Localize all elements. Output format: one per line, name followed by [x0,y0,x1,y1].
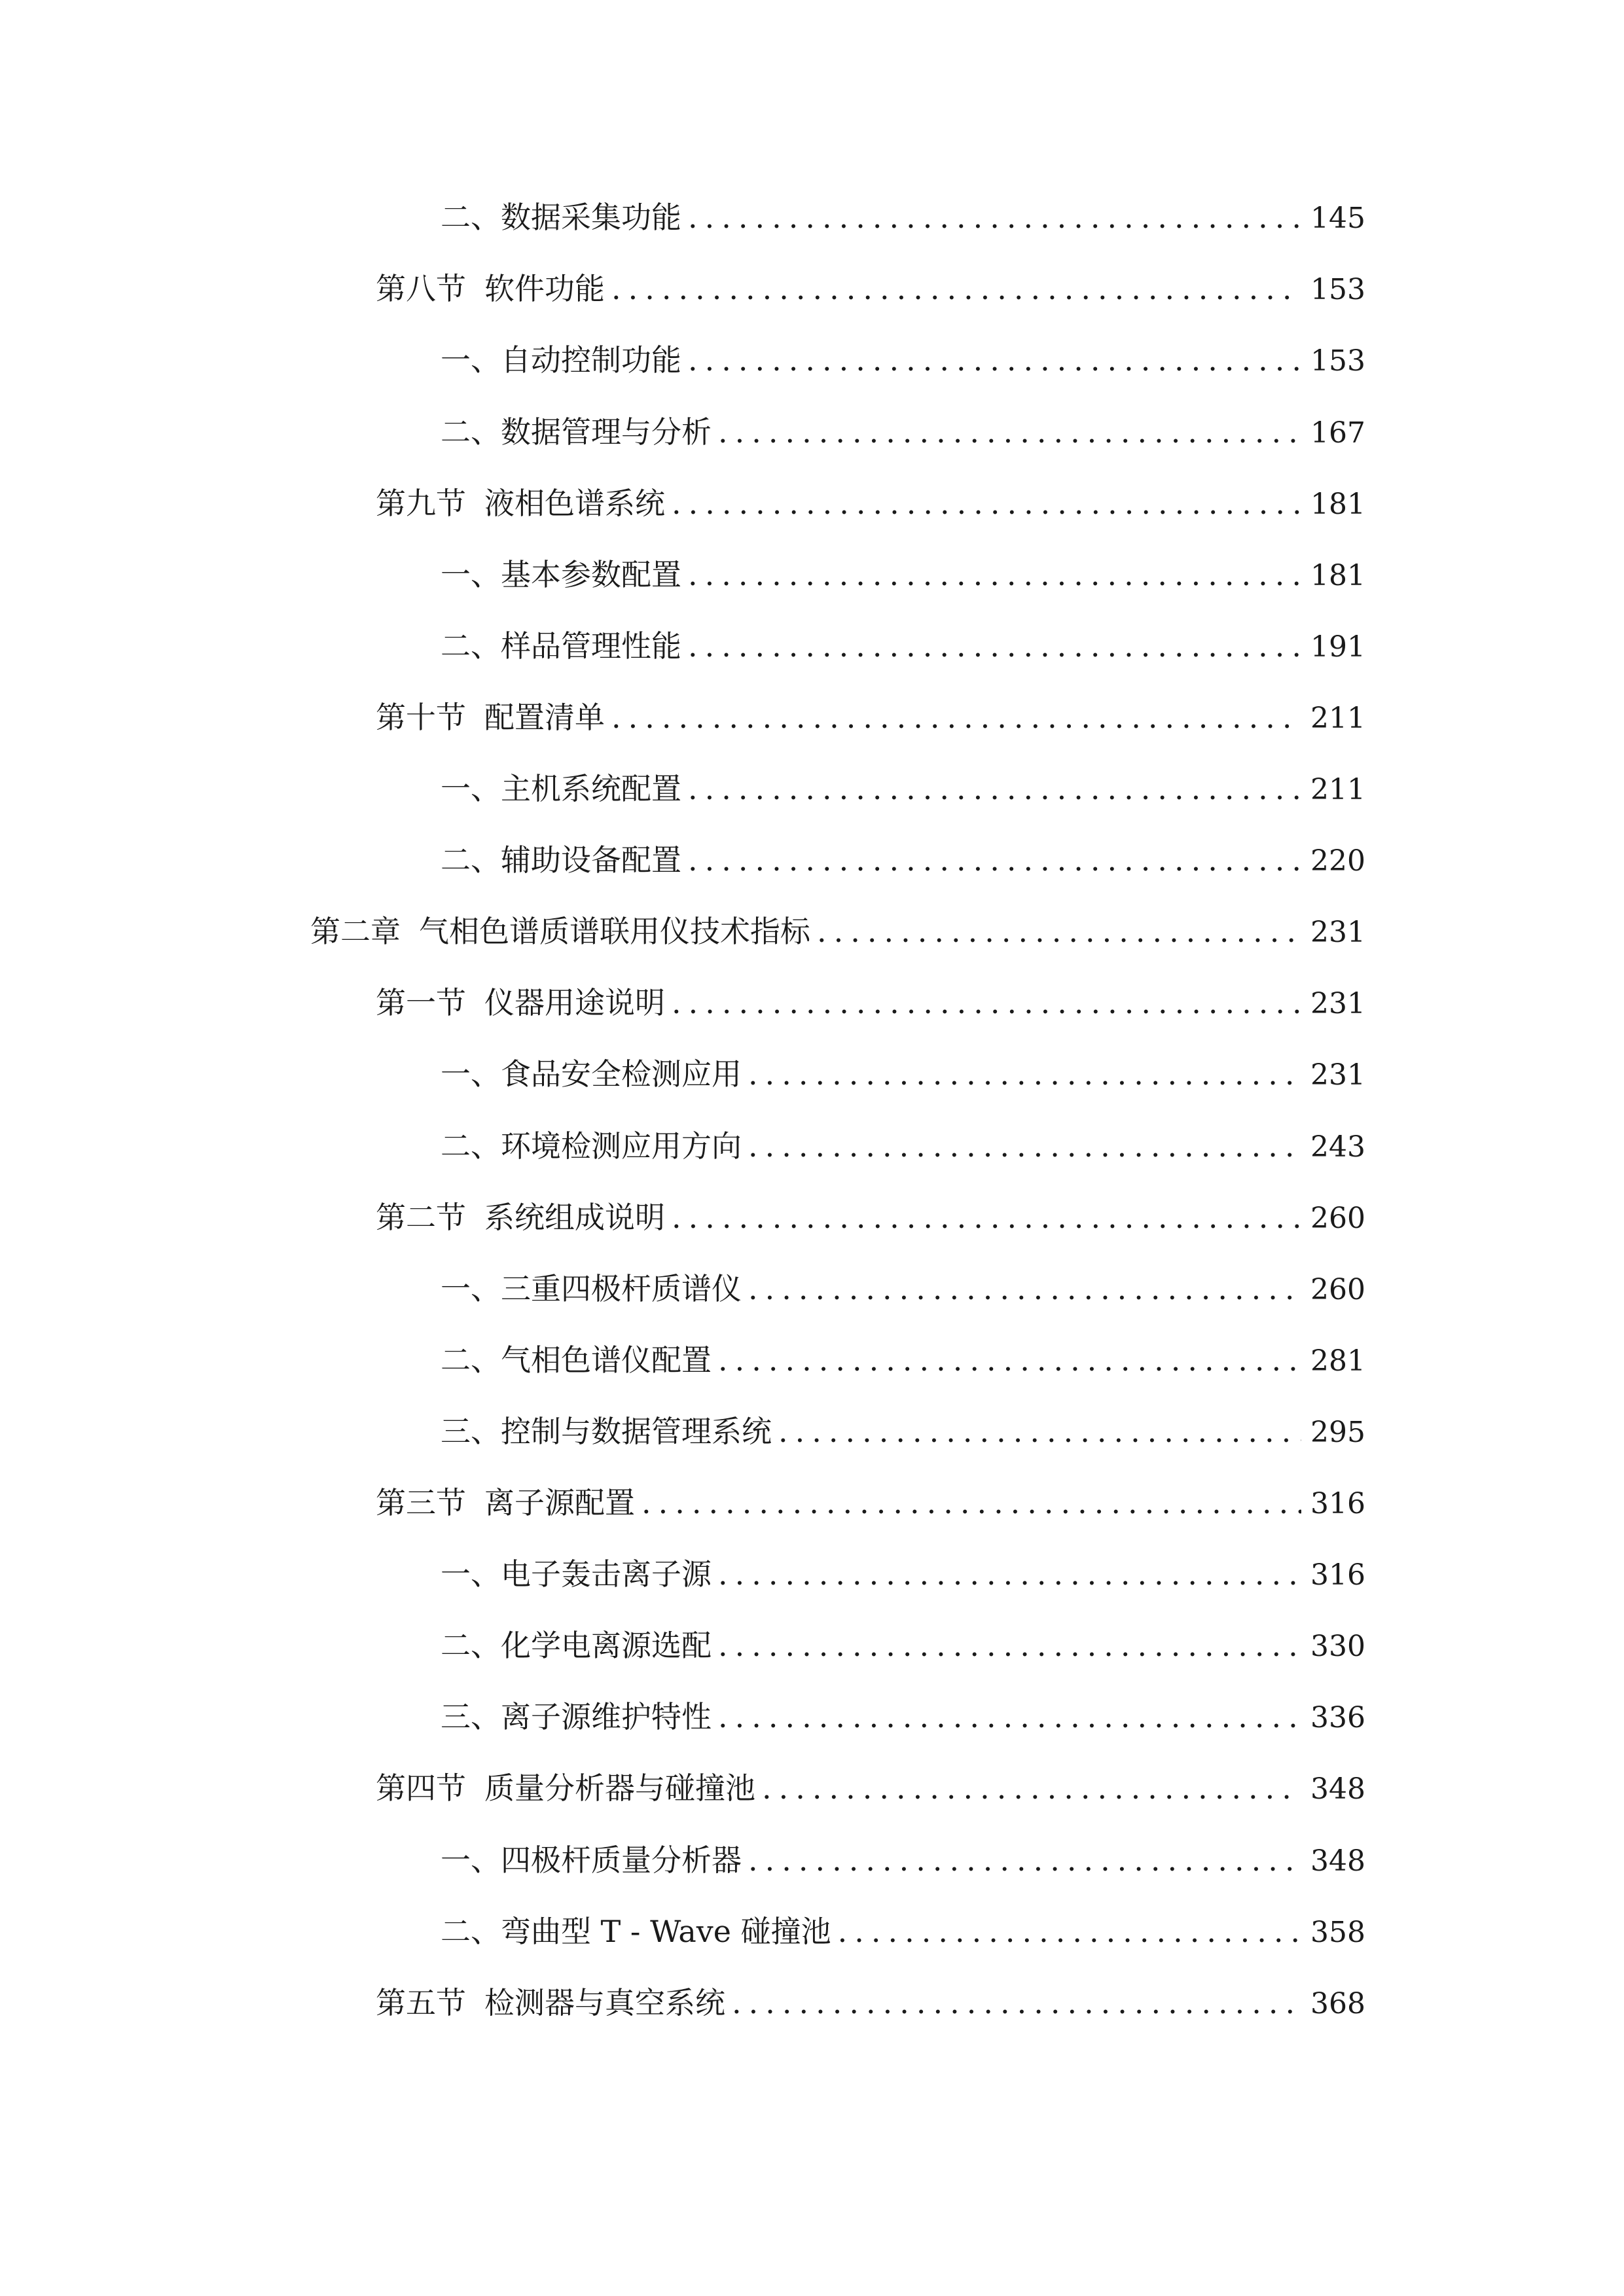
toc-entry[interactable] [376,1191,1365,1244]
entry-title: 质量分析器与碰撞池 [484,1770,755,1806]
entry-number: 二、 [441,628,501,664]
entry-number: 二、 [441,1914,501,1949]
entry-number: 二、 [441,414,501,450]
toc-entry[interactable] [441,406,1365,458]
dot-leader [718,1548,1301,1600]
entry-number: 第五节 [376,1985,466,2020]
entry-number: 第二节 [376,1200,466,1235]
entry-title: 基本参数配置 [501,557,681,592]
toc-entry[interactable] [441,762,1365,815]
entry-number: 第二章 [310,914,401,949]
page-number: 211 [1310,702,1365,735]
toc-entry[interactable] [376,1977,1365,2029]
page-number: 211 [1310,773,1365,806]
entry-number: 一、 [441,1056,501,1092]
page-number: 316 [1310,1487,1365,1520]
entry-title: 配置清单 [484,700,605,735]
entry-number: 第三节 [376,1485,466,1520]
dot-leader [762,1762,1301,1814]
dot-leader [611,262,1301,315]
page-number: 167 [1310,416,1365,450]
page-number: 260 [1310,1202,1365,1235]
dot-leader [778,1405,1301,1458]
page-number: 231 [1310,987,1365,1020]
page-number: 191 [1310,630,1365,664]
entry-number: 一、 [441,1842,501,1878]
entry-title: 主机系统配置 [501,771,681,806]
entry-number: 二、 [441,200,501,235]
entry-number: 一、 [441,1271,501,1306]
entry-number: 三、 [441,1699,501,1734]
page-number: 281 [1310,1344,1365,1378]
entry-title: 化学电离源选配 [501,1628,712,1663]
toc-entry[interactable] [441,1263,1365,1315]
dot-leader [672,1191,1301,1244]
page-number: 181 [1310,559,1365,592]
entry-title: 电子轰击离子源 [501,1556,712,1592]
page-number: 348 [1310,1772,1365,1806]
toc-entry[interactable] [441,620,1365,672]
page-number: 260 [1310,1273,1365,1306]
entry-title: 辅助设备配置 [501,842,681,878]
page-number: 153 [1310,344,1365,378]
entry-number: 二、 [441,1128,501,1164]
entry-title: 仪器用途说明 [484,985,665,1020]
entry-number: 第九节 [376,486,466,521]
toc-entry[interactable] [441,548,1365,601]
page-number: 181 [1310,488,1365,521]
page-number: 243 [1310,1130,1365,1164]
entry-title: 离子源配置 [484,1485,635,1520]
page-number: 348 [1310,1844,1365,1878]
entry-number: 三、 [441,1414,501,1449]
entry-title: 系统组成说明 [484,1200,665,1235]
toc-entry[interactable] [441,1120,1365,1172]
page-number: 368 [1310,1987,1365,2020]
toc-entry[interactable] [441,1334,1365,1386]
toc-entry[interactable] [441,1905,1365,1958]
dot-leader [748,1120,1301,1172]
toc-entry[interactable] [376,691,1365,744]
toc-entry[interactable] [376,1477,1365,1529]
page-number: 231 [1310,1058,1365,1092]
page-number: 336 [1310,1701,1365,1734]
toc-entry[interactable] [441,1548,1365,1600]
page-number: 231 [1310,916,1365,949]
entry-number: 一、 [441,1556,501,1592]
toc-entry[interactable] [441,834,1365,886]
entry-title: 控制与数据管理系统 [501,1414,772,1449]
dot-leader [688,191,1301,243]
entry-title: 离子源维护特性 [501,1699,712,1734]
entry-number: 一、 [441,342,501,378]
entry-title: 数据管理与分析 [501,414,712,450]
dot-leader [817,905,1301,958]
page-number: 330 [1310,1630,1365,1663]
page-number: 153 [1310,273,1365,306]
toc-entry[interactable] [441,1619,1365,1672]
entry-title: 检测器与真空系统 [484,1985,725,2020]
entry-number: 一、 [441,771,501,806]
toc-entry[interactable] [441,1405,1365,1458]
dot-leader [838,1905,1301,1958]
entry-number: 二、 [441,842,501,878]
toc-entry[interactable] [441,1048,1365,1100]
entry-number: 二、 [441,1342,501,1378]
toc-entry[interactable] [441,1834,1365,1886]
page-number: 295 [1310,1416,1365,1449]
page-number: 145 [1310,202,1365,235]
entry-number: 一、 [441,557,501,592]
page-number: 316 [1310,1558,1365,1592]
entry-number: 第八节 [376,271,466,306]
dot-leader [748,1263,1301,1315]
toc-entry[interactable] [441,191,1365,243]
dot-leader [688,548,1301,601]
dot-leader [672,977,1301,1029]
dot-leader [718,1691,1301,1743]
entry-title: 弯曲型 T - Wave 碰撞池 [501,1914,831,1949]
entry-title: 三重四极杆质谱仪 [501,1271,742,1306]
entry-title: 环境检测应用方向 [501,1128,742,1164]
entry-title: 软件功能 [484,271,605,306]
entry-title: 食品安全检测应用 [501,1056,742,1092]
toc-entry[interactable] [376,262,1365,315]
dot-leader [688,334,1301,386]
toc-entry[interactable] [376,1762,1365,1814]
entry-title: 液相色谱系统 [484,486,665,521]
dot-leader [641,1477,1301,1529]
entry-title: 气相色谱仪配置 [501,1342,712,1378]
page-number: 220 [1310,844,1365,878]
entry-title: 自动控制功能 [501,342,681,378]
toc-entry[interactable] [376,477,1365,529]
dot-leader [748,1834,1301,1886]
entry-number: 第四节 [376,1770,466,1806]
entry-number: 第十节 [376,700,466,735]
entry-number: 二、 [441,1628,501,1663]
entry-number: 第一节 [376,985,466,1020]
dot-leader [672,477,1301,529]
dot-leader [718,1619,1301,1672]
toc-entry[interactable] [441,334,1365,386]
dot-leader [688,762,1301,815]
toc-entry[interactable] [310,905,1365,958]
dot-leader [718,1334,1301,1386]
dot-leader [718,406,1301,458]
page-number: 358 [1310,1916,1365,1949]
entry-title: 样品管理性能 [501,628,681,664]
entry-title: 数据采集功能 [501,200,681,235]
toc-entry[interactable] [376,977,1365,1029]
dot-leader [611,691,1301,744]
entry-title: 气相色谱质谱联用仪技术指标 [419,914,810,949]
dot-leader [732,1977,1301,2029]
toc-entry[interactable] [441,1691,1365,1743]
dot-leader [688,834,1301,886]
dot-leader [688,620,1301,672]
entry-title: 四极杆质量分析器 [501,1842,742,1878]
dot-leader [748,1048,1301,1100]
